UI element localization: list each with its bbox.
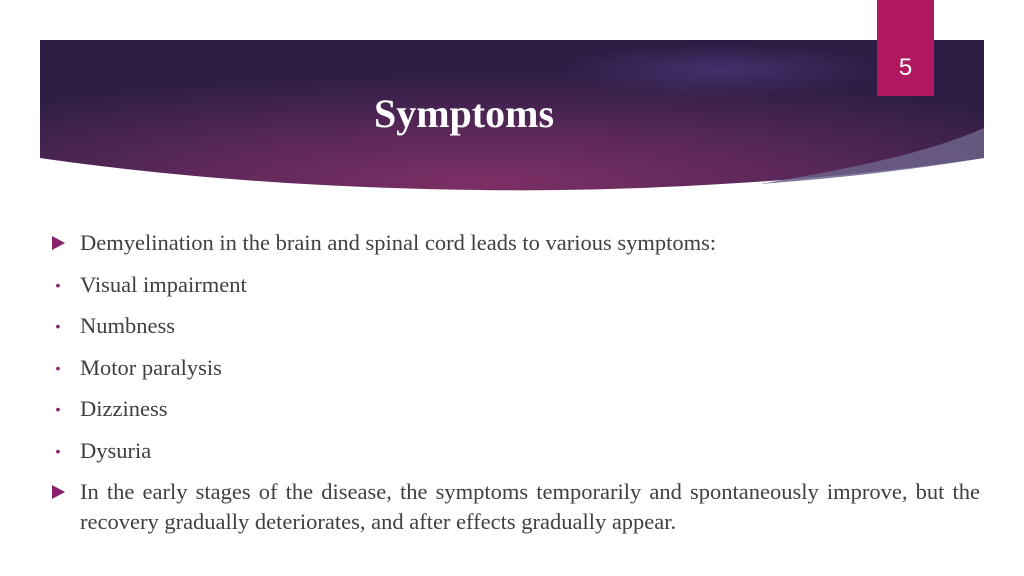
bullet-text: Dizziness: [80, 396, 168, 421]
bullet-text: Demyelination in the brain and spinal cord leads to various symptoms:: [80, 230, 717, 255]
bullet-item: [50, 270, 980, 312]
dot-bullet-icon: •: [55, 276, 61, 293]
bullet-item: [50, 228, 980, 270]
dot-bullet-icon: •: [55, 318, 61, 334]
dot-bullet-icon: •: [55, 442, 61, 459]
arrow-bullet-icon: [52, 485, 65, 499]
slide-title: Symptoms: [373, 91, 555, 136]
bullet-item: [50, 394, 980, 436]
page-number: 5: [898, 54, 913, 81]
bullet-text: Numbness: [80, 313, 175, 338]
dot-bullet-icon: •: [55, 401, 61, 417]
arrow-bullet-icon: [52, 236, 65, 250]
bullet-text: In the early stages of the disease, the symptoms temporarily and spontaneously improve, but the recovery gradually deteriorates, and after effects gradually appear.: [80, 479, 980, 534]
bullet-text: Motor paralysis: [80, 354, 222, 380]
bullet-list: [50, 228, 980, 537]
bullet-item: [50, 353, 980, 395]
bullet-text: Dysuria: [80, 437, 152, 463]
page-number-badge: [877, 0, 934, 96]
bullet-text: Visual impairment: [80, 271, 247, 297]
bullet-item: [50, 477, 980, 537]
dot-bullet-icon: •: [55, 359, 61, 376]
bullet-item: [50, 311, 980, 353]
bullet-item: [50, 436, 980, 478]
